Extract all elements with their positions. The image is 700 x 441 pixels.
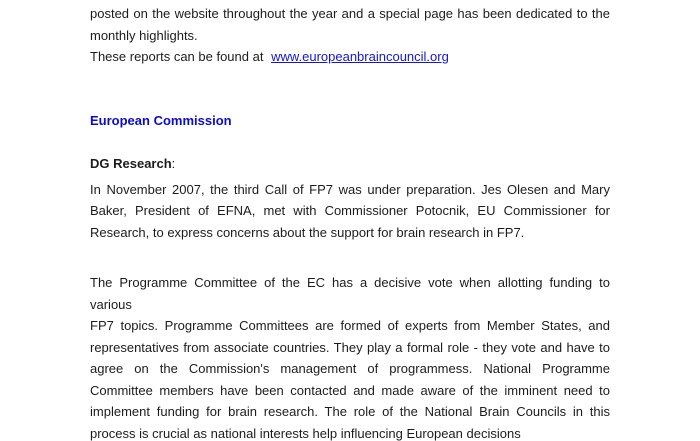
paragraph-reports: [90, 46, 610, 68]
subheading-colon: :: [171, 156, 176, 171]
text-line: Committee members have been contacted and made aware of the imminent need to: [90, 382, 610, 398]
text-line: In November 2007, the third Call of FP7 was under preparation. Jes Olesen and Mary: [90, 181, 610, 197]
reports-prefix-text: These reports can be found at: [90, 49, 268, 64]
paragraph-intro: [90, 3, 610, 46]
subheading-label: DG Research: [90, 156, 172, 171]
text-line: Baker, President of EFNA, met with Commissioner Potocnik, EU Commissioner for: [90, 203, 610, 218]
subheading-dg-research: [90, 153, 610, 175]
paragraph-programme: [90, 272, 610, 441]
text-line: representatives from associate countries. They play a formal role - they vote and have to: [90, 339, 610, 355]
text-line: FP7 topics. Programme Committees are formed of experts from Member States, and: [90, 318, 610, 333]
text-line: agree on the Commission's management of programmess. National Programme: [90, 361, 610, 376]
ebc-website-link[interactable]: www.europeanbraincouncil.org: [271, 49, 449, 64]
paragraph-november: [90, 179, 610, 244]
text-line: process is crucial as national interests help influencing European decisions: [90, 425, 521, 441]
text-line: posted on the website throughout the year and a special page has been dedicated to the: [90, 6, 610, 21]
text-line: The Programme Committee of the EC has a decisive vote when allotting funding to various: [90, 275, 610, 312]
text-line: Research, to express concerns about the support for brain research in FP7.: [90, 224, 525, 240]
section-heading-european-commission: European Commission: [90, 112, 232, 128]
text-line: monthly highlights.: [90, 27, 198, 43]
text-line: implement funding for brain research. The role of the National Brain Councils in this: [90, 404, 610, 419]
